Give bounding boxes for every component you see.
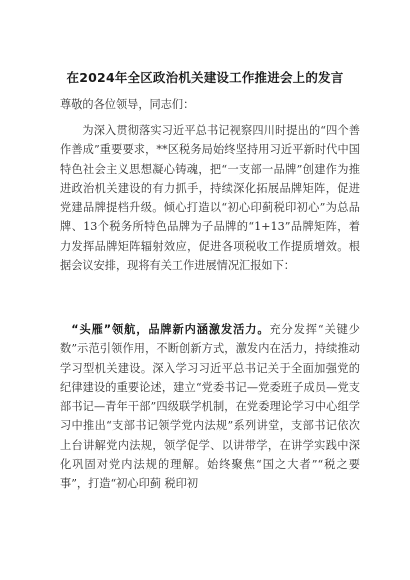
paragraph-2-body: 充分发挥“关键少数”示范引领作用，不断创新方式，激发内在活力，持续推动学习型机关建设。深入学习习近平总书记关于全面加强党的纪律建设的重要论述，建立“党委书记—党委班子成员—党支部书记—青年干部”四级联学机制，在党委理论学习中心组学习中推出“支部书记领学党内法规”系列讲堂，支部书记依次上台讲解党内法规，领学促学、以讲带学，在讲学实践中深化巩固对党内法规的理解。始终聚焦“国之大者”“税之要事”，打造“初心印蓟 税印初 (60, 323, 360, 491)
document-title: 在2024年全区政治机关建设工作推进会上的发言 (66, 70, 344, 85)
body-paragraph-1: 为深入贯彻落实习近平总书记视察四川时提出的“四个善作善成”重要要求，**区税务局始终坚持用习近平新时代中国特色社会主义思想凝心铸魂，把“一支部一品牌”创建作为推进政治机关建设的有力抓手，持续深化拓展品牌矩阵，促进党建品牌提档升级。倾心打造以“初心印蓟税印初心”为总品牌、13个税务所特色品牌为子品牌的“1+13”品牌矩阵，着力发挥品牌矩阵辐射效应，促进各项税收工作提质增效。根据会议安排，现将有关工作进展情况汇报如下： (60, 124, 360, 273)
body-paragraph-2 (60, 320, 360, 494)
paragraph-2-lead-heading: “头雁”领航，品牌新内涵激发活力。 (71, 323, 270, 336)
salutation: 尊敬的各位领导，同志们： (60, 98, 195, 111)
